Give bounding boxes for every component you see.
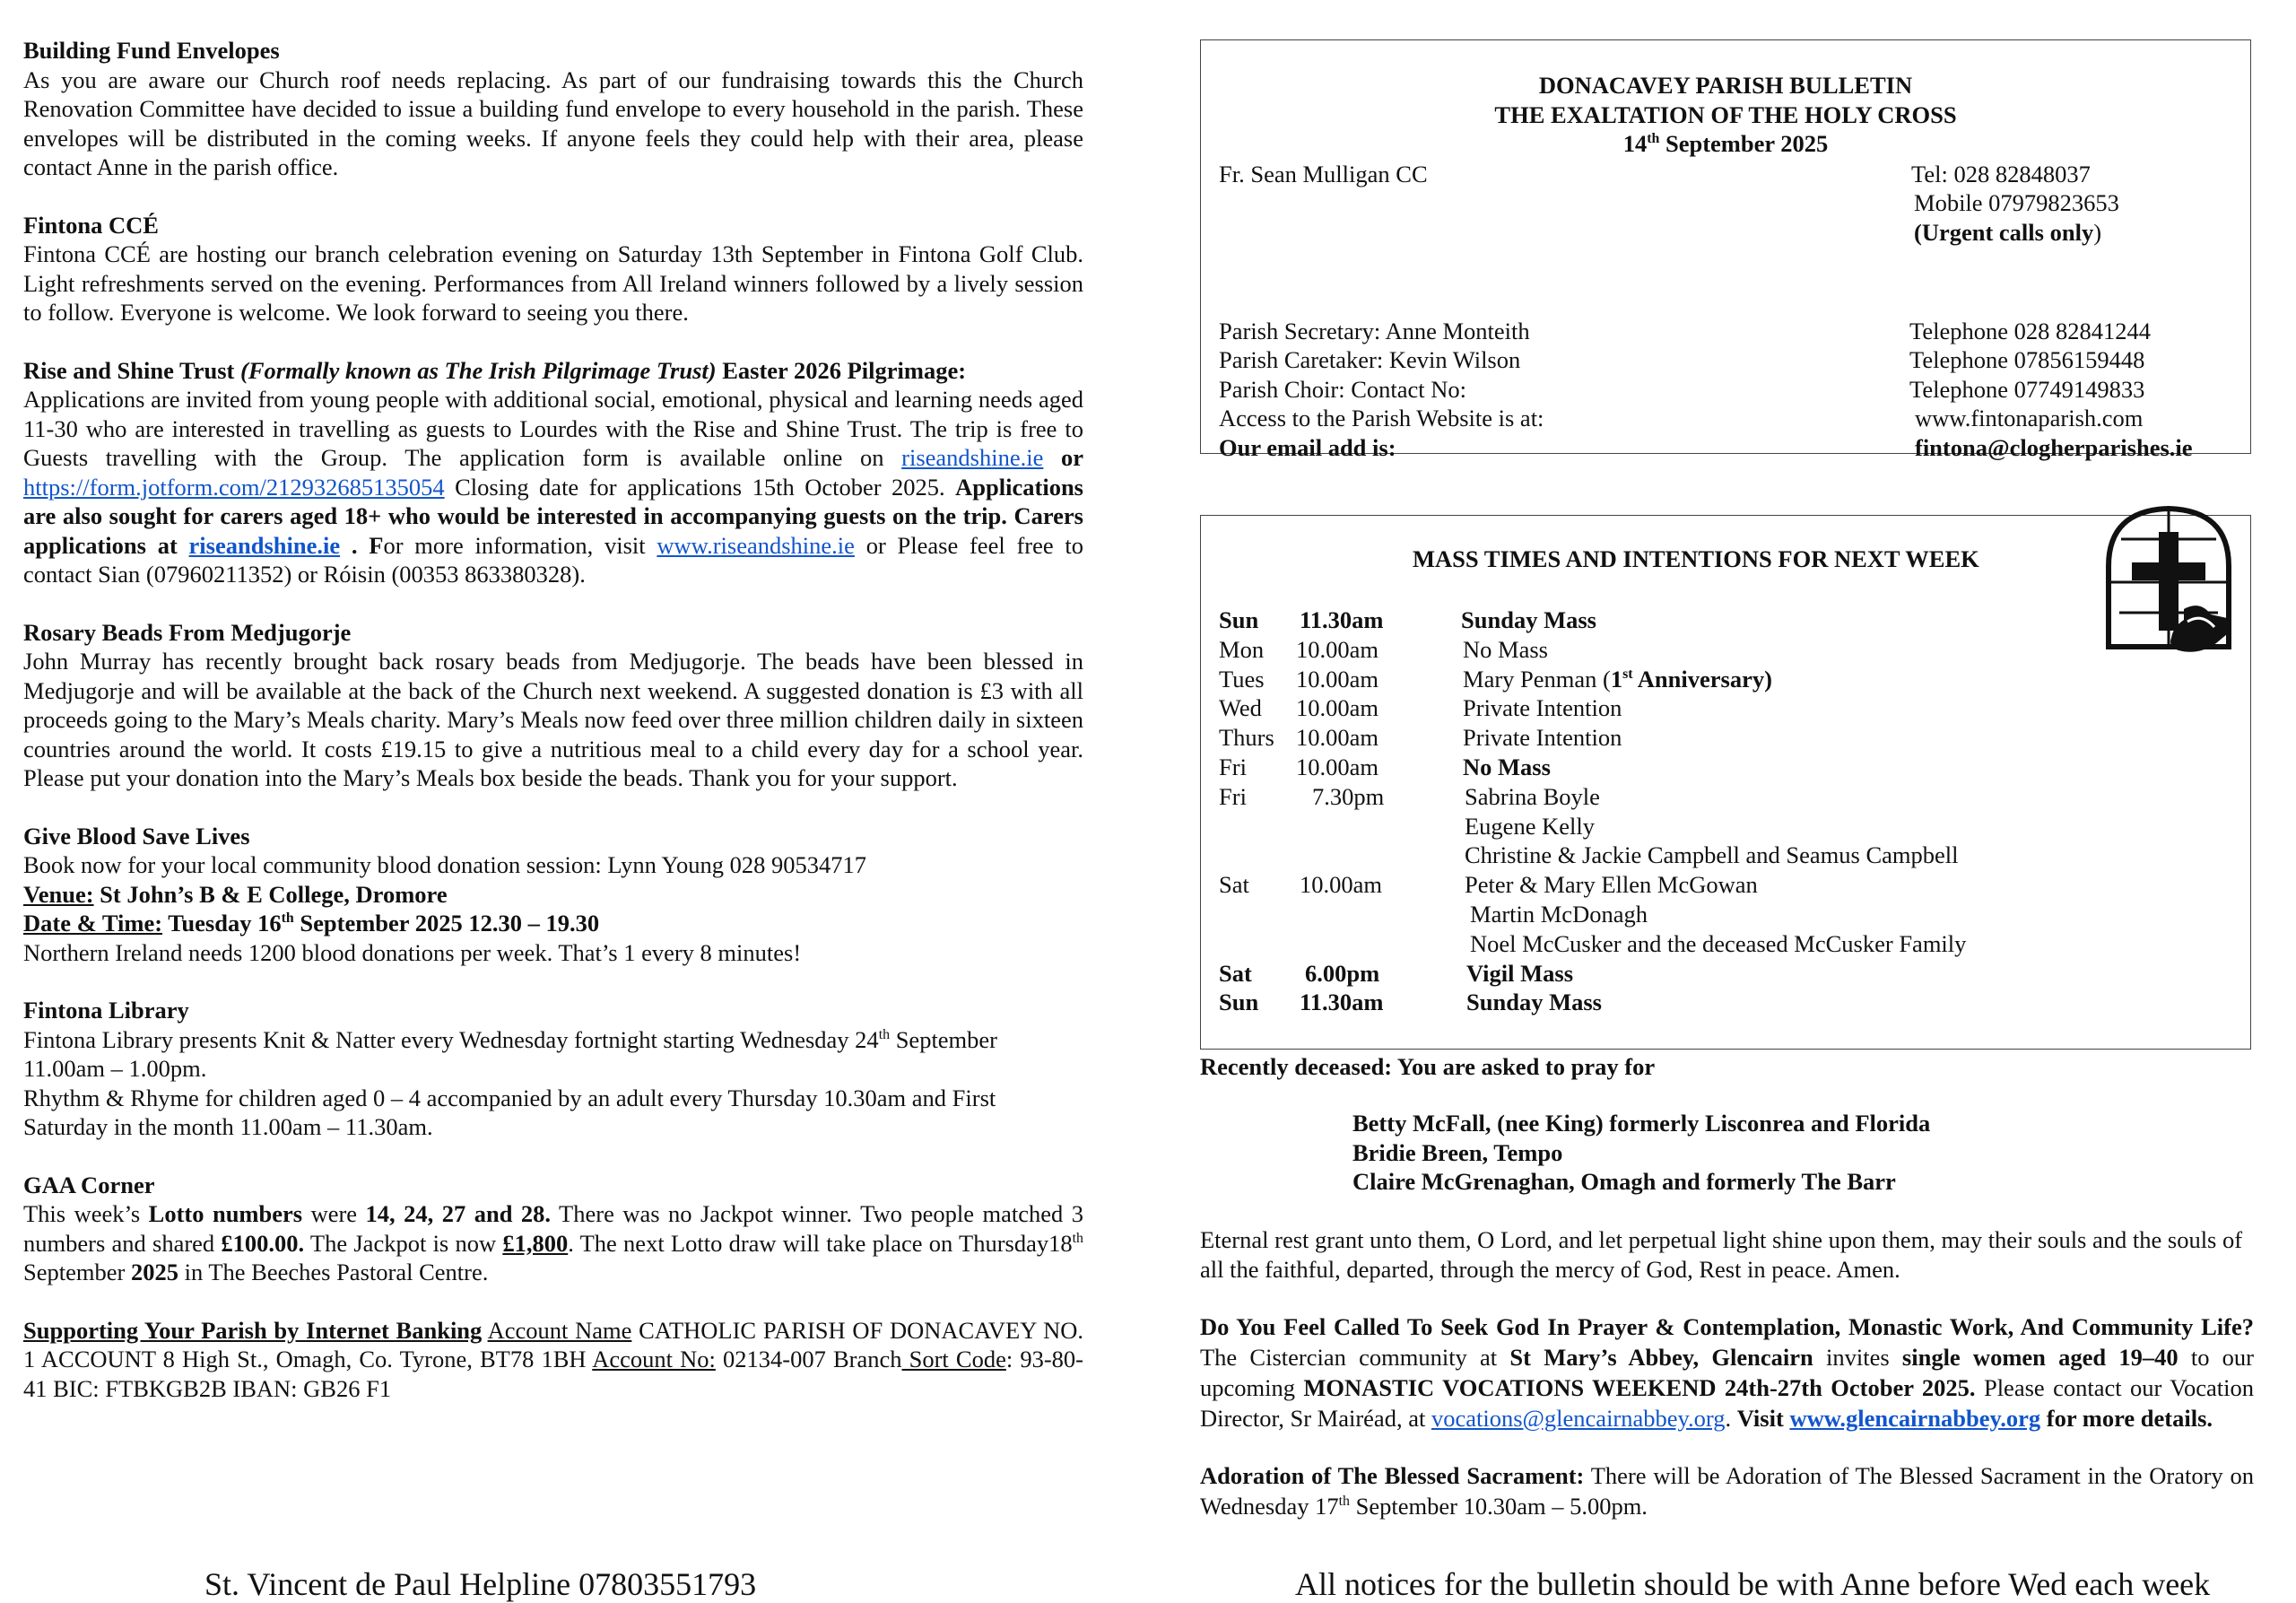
mass-day: Fri [1219,753,1247,780]
mass-time: 7.30pm [1312,782,1385,810]
eternal-rest-prayer: Eternal rest grant unto them, O Lord, and let perpetual light shine upon them, may their souls and the souls of all the faithful, departed, through the mercy of God, Rest in peace. Amen. [1200,1225,2243,1283]
rise-shine-body: Applications are invited from young people with additional social, emotional, physical and learning needs aged 11-30 who are interested in travelling as guests to Lourdes with the Rise and Shine Trust. The trip is free to Guests travelling with the Group. The application form is available online on riseandshine.ie or https://form.jotform.com/212932685135054 Closing date for applications 15th October 2025. Applications are also sought for carers aged 18+ who would be interested in accompanying guests on the trip. Carers applications at riseandshine.ie . For more information, visit www.riseandshine.ie or Please feel free to contact Sian (07960211352) or Róisin (00353 863380328). [23,386,1084,588]
blood-line: Book now for your local community blood donation session: Lynn Young 028 90534717 [23,851,866,878]
mass-time: 10.00am [1296,753,1378,780]
cce-section [23,211,1083,327]
rosary-body: John Murray has recently brought back rosary beads from Medjugorje. The beads have been blessed in Medjugorje and will be available at the back of the Church next weekend. A suggested donation is £3 with all proceeds going to the Mary’s Meals charity. Mary’s Meals now feed over three million children daily in sixteen countries around the world. It costs £19.15 to give a nutritious meal to a child every day for a school year. Please put your donation into the Mary’s Meals box beside the beads. Thank you for your support. [23,648,1083,791]
vocations-email-link[interactable]: vocations@glencairnabbey.org [1431,1404,1726,1432]
jotform-link[interactable]: https://form.jotform.com/212932685135054 [23,473,445,501]
mass-time: 10.00am [1296,724,1378,752]
mass-row [1219,782,2116,812]
mass-day: Thurs [1219,724,1274,752]
riseandshine-link[interactable]: riseandshine.ie [901,444,1044,471]
mass-intention: Private Intention [1463,724,1622,752]
mass-row [1219,900,2116,929]
gaa-body: This week’s Lotto numbers were 14, 24, 27 and 28. There was no Jackpot winner. Two people matched 3 numbers and shared £100.00. The Jackpot is now £1,800. The next Lotto draw will take place on Thursday18th September 2025 in The Beeches Pastoral Centre. [23,1200,1084,1285]
mass-intention: Noel McCusker and the deceased McCusker Family [1470,929,1967,957]
adoration-notice: Adoration of The Blessed Sacrament: There will be Adoration of The Blessed Sacrament in the Oratory on Wednesday 17th September 10.30am – 5.00pm. [1200,1461,2254,1520]
mass-day: Mon [1219,635,1265,663]
mass-intention: No Mass [1463,753,1551,780]
contact-value: Telephone 07749149833 [1909,376,2145,403]
contact-label: Access to the Parish Website is at: [1219,405,1544,431]
mass-intention: Sabrina Boyle [1465,782,1600,810]
priest-mobile: Mobile 07979823653 [1914,189,2119,216]
mass-row [1219,635,2116,665]
mass-intention: Mary Penman (1st Anniversary) [1463,665,1772,693]
mass-intention: Private Intention [1463,694,1622,722]
mass-times-title: MASS TIMES AND INTENTIONS FOR NEXT WEEK [1413,545,1979,572]
mass-row [1219,693,2116,723]
svp-helpline: St. Vincent de Paul Helpline 07803551793 [204,1566,757,1602]
mass-times-table [1219,605,2116,1017]
mass-intention: No Mass [1463,635,1548,663]
rosary-section [23,618,1083,793]
glencairn-link[interactable]: www.glencairnabbey.org [1789,1404,2041,1432]
deceased-list [1352,1109,2254,1197]
contact-value: Telephone 07856159448 [1909,346,2145,373]
blood-section [23,822,1083,968]
cce-title: Fintona CCÉ [23,211,159,239]
mass-time: 10.00am [1296,665,1378,693]
contact-label: Parish Caretaker: Kevin Wilson [1219,346,1521,373]
mass-intention: Vigil Mass [1466,959,1574,987]
contact-value: Telephone 028 82841244 [1909,318,2151,344]
mass-row [1219,753,2116,782]
urgent-note: (Urgent calls only) [1914,219,2102,246]
mass-time: 11.30am [1300,606,1384,633]
mass-intention: Sunday Mass [1461,606,1596,633]
rosary-title: Rosary Beads From Medjugorje [23,618,352,646]
mass-day: Sun [1219,606,1259,633]
banking-section [23,1316,1083,1404]
mass-time: 10.00am [1296,694,1378,722]
gaa-section [23,1171,1083,1287]
blood-note: Northern Ireland needs 1200 blood donations per week. That’s 1 every 8 minutes! [23,938,802,966]
mass-row [1219,605,2116,635]
priest-tel: Tel: 028 82848037 [1911,161,2091,187]
mass-row [1219,870,2116,900]
library-section [23,996,1083,1142]
contact-label: Parish Choir: Contact No: [1219,376,1467,403]
mass-row [1219,959,2116,989]
bulletin-header-box [1200,39,2251,461]
mass-day: Fri [1219,782,1247,810]
mass-day: Sun [1219,989,1259,1016]
mass-day: Sat [1219,871,1249,899]
bulletin-notice: All notices for the bulletin should be with Anne before Wed each week [1295,1566,2211,1602]
cce-body: Fintona CCÉ are hosting our branch celebration evening on Saturday 13th September in Fintona Golf Club. Light refreshments served on the evening. Performances from All Ireland winners followed by a lively session to follow. Everyone is welcome. We look forward to seeing you there. [23,240,1083,326]
mass-row [1219,665,2116,694]
mass-intention: Peter & Mary Ellen McGowan [1465,871,1758,899]
left-column [23,36,1083,1403]
deceased-name: Betty McFall, (nee King) formerly Lisconrea and Florida [1352,1110,1931,1137]
contact-value: www.fintonaparish.com [1915,405,2144,431]
contact-label: Parish Secretary: Anne Monteith [1219,318,1530,344]
mass-intention: Sunday Mass [1466,989,1602,1016]
riseandshine-carers-link[interactable]: riseandshine.ie [188,531,341,559]
deceased-name: Bridie Breen, Tempo [1352,1138,1563,1166]
mass-intention: Christine & Jackie Campbell and Seamus Campbell [1465,841,1959,869]
contact-label: Our email add is: [1219,434,1396,461]
mass-time: 10.00am [1300,871,1382,899]
blood-date: Date & Time: Tuesday 16th September 2025 12.30 – 19.30 [23,910,600,937]
mass-row [1219,812,2116,841]
rise-shine-title: Rise and Shine Trust (Formally known as The Irish Pilgrimage Trust) Easter 2026 Pilgrimage: [23,356,967,384]
mass-intention: Eugene Kelly [1465,812,1595,840]
cross-with-praying-hands-icon [2101,503,2236,658]
library-title: Fintona Library [23,997,189,1024]
mass-time: 11.30am [1300,989,1384,1016]
gaa-title: GAA Corner [23,1171,155,1198]
banking-body: Supporting Your Parish by Internet Banking Account Name CATHOLIC PARISH OF DONACAVEY NO. 1 ACCOUNT 8 High St., Omagh, Co. Tyrone, BT78 1BH Account No: 02134-007 Branch Sort Code: 93-80-41 BIC: FTBKGB2B IBAN: GB26 F1 [23,1316,1083,1402]
mass-times-box [1200,515,2251,1050]
blood-title: Give Blood Save Lives [23,822,250,849]
library-rhyme: Rhythm & Rhyme for children aged 0 – 4 accompanied by an adult every Thursday 10.30am and First Saturday in the month 11.00am – 11.30am. [23,1084,996,1140]
vocation-notice: Do You Feel Called To Seek God In Prayer & Contemplation, Monastic Work, And Community Life? The Cistercian community at St Mary’s Abbey, Glencairn invites single women aged 19–40 to our upcoming MONASTIC VOCATIONS WEEKEND 24th-27th October 2025. Please contact our Vocation Director, Sr Mairéad, at vocations@glencairnabbey.org. Visit www.glencairnabbey.org for more details. [1200,1312,2255,1432]
mass-day: Wed [1219,694,1262,722]
deceased-name: Claire McGrenaghan, Omagh and formerly The Barr [1352,1168,1896,1195]
building-fund-title: Building Fund Envelopes [23,37,280,64]
priest-name: Fr. Sean Mulligan CC [1219,161,1428,187]
mass-time: 10.00am [1296,635,1378,663]
library-knit: Fintona Library presents Knit & Natter every Wednesday fortnight starting Wednesday 24th September 11.00am – 1.00pm. [23,1025,998,1082]
contact-value: fintona@clogherparishes.ie [1915,434,2193,461]
mass-intention: Martin McDonagh [1470,900,1648,928]
riseandshine-www-link[interactable]: www.riseandshine.ie [657,531,855,559]
mass-row [1219,723,2116,753]
building-fund-body: As you are aware our Church roof needs replacing. As part of our fundraising towards this the Church Renovation Committee have decided to issue a building fund envelope to every household in the parish. These envelopes will be distributed in the coming weeks. If anyone feels they could help with their area, please contact Anne in the parish office. [23,65,1083,180]
deceased-heading: Recently deceased: You are asked to pray for [1200,1053,1656,1080]
right-lower-section [1200,1051,2254,1521]
mass-row [1219,988,2116,1017]
mass-day: Sat [1219,959,1252,987]
mass-row [1219,841,2116,870]
mass-day: Tues [1219,665,1265,693]
rise-shine-section [23,356,1083,589]
blood-venue: Venue: St John’s B & E College, Dromore [23,880,448,908]
building-fund-section [23,36,1083,182]
mass-time: 6.00pm [1305,959,1380,987]
mass-row [1219,929,2116,959]
bulletin-title: DONACAVEY PARISH BULLETIN THE EXALTATION OF THE HOLY CROSS 14th September 2025 [1494,72,1957,157]
